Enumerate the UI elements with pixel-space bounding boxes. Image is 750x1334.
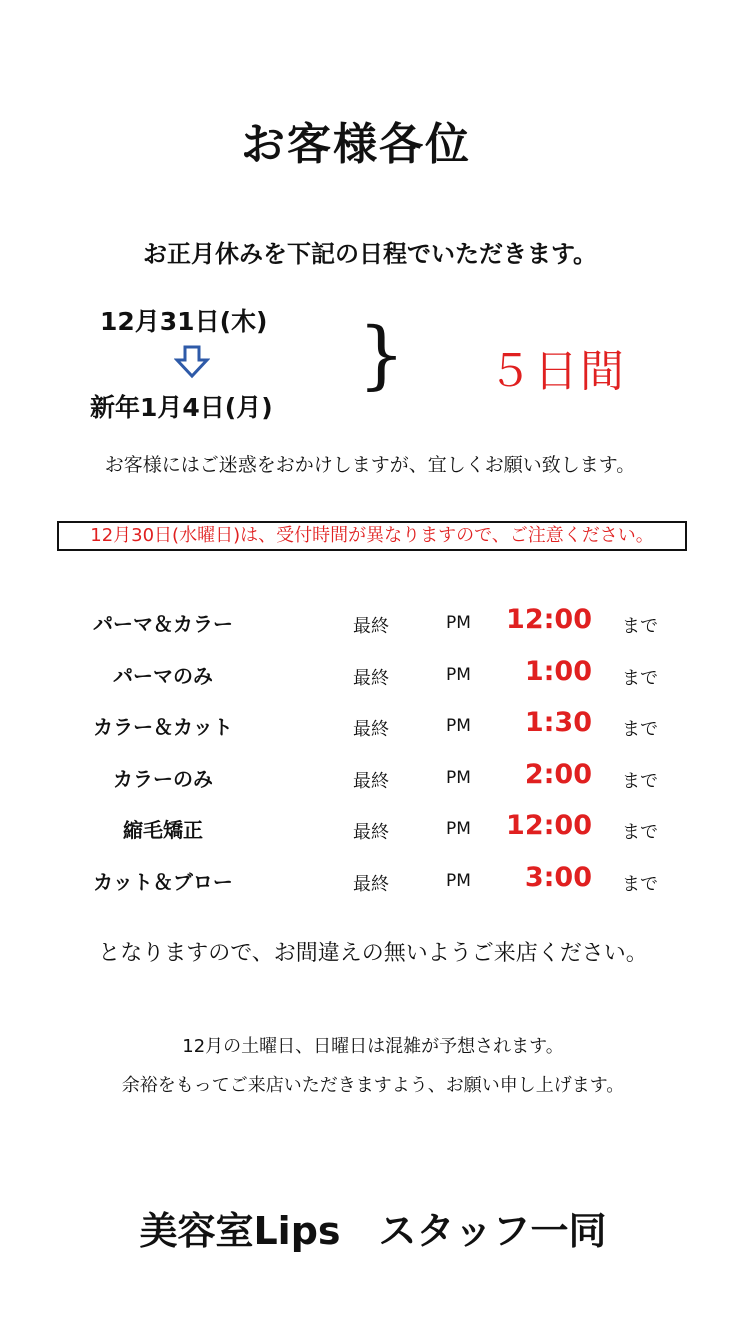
schedule-row [0,806,750,858]
holiday-duration: ５日間 [488,346,626,397]
until-label: まで [622,822,658,844]
ampm-label: PM [446,767,471,788]
schedule-row [0,652,750,704]
schedule-row [0,755,750,807]
special-hours-notice: 12月30日(水曜日)は、受付時間が異なりますので、ご注意ください。 [57,521,687,551]
last-label: 最終 [353,667,389,689]
until-label: まで [622,873,658,895]
request-text: 余裕をもってご来店いただきますよう、お願い申し上げます。 [121,1075,625,1096]
last-label: 最終 [353,770,389,792]
closing-text: となりますので、お間違えの無いようご来店ください。 [98,941,648,966]
page-title: お客様各位 [241,119,471,170]
until-label: まで [622,719,658,741]
holiday-intro: お正月休みを下記の日程でいただきます。 [142,240,598,268]
until-label: まで [622,616,658,637]
schedule-row [0,858,750,910]
last-label: 最終 [353,616,389,637]
weekend-note: 12月の土曜日、日曜日は混雑が予想されます。 [182,1036,564,1057]
down-arrow-icon [174,345,210,379]
last-time: 3:00 [524,861,592,893]
service-name: カラー＆カット [93,715,233,740]
apology-text: お客様にはご迷惑をおかけしますが、宜しくお願い致します。 [104,454,636,476]
schedule-row [0,703,750,755]
last-time: 2:00 [524,758,592,790]
ampm-label: PM [446,613,471,633]
salon-signature: 美容室Lips スタッフ一同 [139,1209,607,1253]
ampm-label: PM [446,819,471,840]
reception-schedule [0,600,750,910]
schedule-row [0,600,750,652]
last-time: 1:00 [524,655,592,687]
last-time: 1:30 [524,707,592,739]
ampm-label: PM [446,870,471,891]
last-label: 最終 [353,719,389,741]
holiday-start-date: 12月31日(木) [100,307,268,336]
holiday-end-date: 新年1月4日(月) [90,393,273,422]
last-label: 最終 [353,873,389,895]
ampm-label: PM [446,716,471,737]
service-name: パーマ＆カラー [93,612,233,636]
service-name: 縮毛矯正 [123,818,203,843]
service-name: パーマのみ [113,663,213,688]
service-name: カット＆ブロー [93,869,233,894]
until-label: まで [622,770,658,792]
last-label: 最終 [353,822,389,844]
ampm-label: PM [446,664,471,685]
right-brace: } [358,312,406,398]
until-label: まで [622,667,658,689]
service-name: カラーのみ [113,766,213,791]
last-time: 12:00 [506,604,592,635]
last-time: 12:00 [506,810,592,842]
